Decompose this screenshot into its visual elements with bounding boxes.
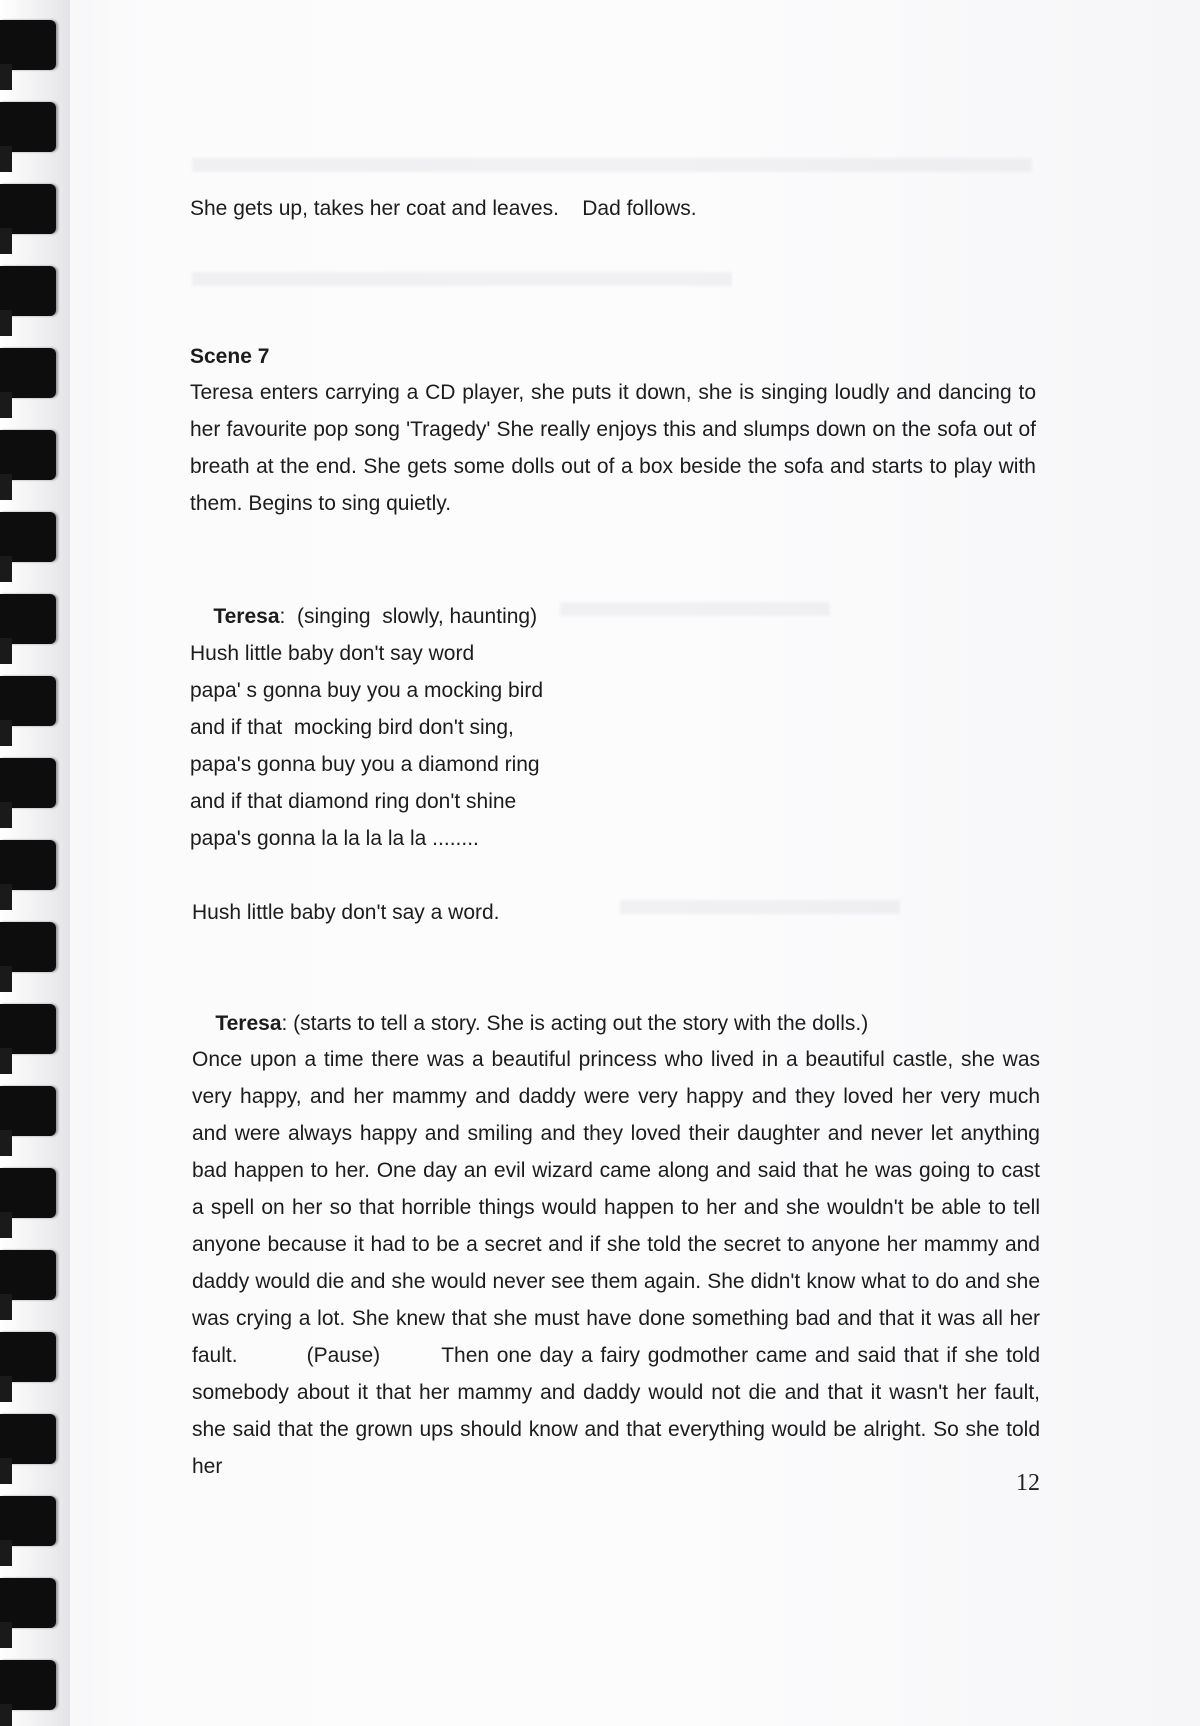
binding-ring xyxy=(0,840,56,890)
lyric-line: and if that mocking bird don't sing, xyxy=(190,716,514,739)
speaker-direction: : (singing slowly, haunting) xyxy=(279,605,538,628)
binding-ring xyxy=(0,430,56,480)
binding-ring xyxy=(0,102,56,152)
lyric-line: papa's gonna buy you a diamond ring xyxy=(190,753,540,776)
lyric-line: papa' s gonna buy you a mocking bird xyxy=(190,679,544,702)
binding-ring xyxy=(0,922,56,972)
binding-ring xyxy=(0,266,56,316)
spiral-binding xyxy=(0,0,70,1726)
binding-ring xyxy=(0,1086,56,1136)
speaker-name: Teresa xyxy=(213,605,280,628)
binding-ring xyxy=(0,758,56,808)
binding-ring xyxy=(0,512,56,562)
binding-ring xyxy=(0,1496,56,1546)
lyric-closing-line: Hush little baby don't say a word. xyxy=(192,901,500,924)
binding-ring xyxy=(0,1578,56,1628)
binding-ring xyxy=(0,1332,56,1382)
story-paragraph: Once upon a time there was a beautiful princess who lived in a beautiful castle, she was very happy, and her mammy and daddy were very happy and they loved her very much and were always happy and smiling and they loved their daughter and never let anything bad happen to her. One day an evil wizard came along and said that he was going to cast a spell on her so that horrible things would happen to her and she wouldn't be able to tell anyone because it had to be a secret and if she told the secret to anyone her mammy and daddy would die and she would never see them again. She didn't know what to do and she was crying a lot. She knew that she must have done something bad and that it was all her fault. (Pause) Then one day a fairy godmother came and said that if she told somebody about it that her mammy and daddy would not die and that it wasn't her fault, she said that the grown ups should know and that everything would be alright. So she told her xyxy=(192,1048,1046,1478)
speaker-name: Teresa xyxy=(215,1012,282,1035)
scene-heading: Scene 7 xyxy=(190,345,270,368)
binding-ring xyxy=(0,348,56,398)
binding-ring xyxy=(0,184,56,234)
speaker-direction: : (starts to tell a story. She is acting out the story with the dolls.) xyxy=(281,1012,869,1035)
binding-ring xyxy=(0,676,56,726)
show-through-line xyxy=(192,272,732,286)
binding-ring xyxy=(0,1414,56,1464)
binding-ring xyxy=(0,1168,56,1218)
lyric-line: papa's gonna la la la la la ........ xyxy=(190,827,479,850)
lyric-line: Hush little baby don't say word xyxy=(190,642,475,665)
lyric-line: and if that diamond ring don't shine xyxy=(190,790,517,813)
binding-ring xyxy=(0,1660,56,1710)
page-number: 12 xyxy=(1016,1470,1040,1496)
show-through-line xyxy=(192,158,1032,172)
binding-ring xyxy=(0,20,56,70)
stage-direction-leaves: She gets up, takes her coat and leaves. Dad follows. xyxy=(190,197,697,220)
lyrics-block xyxy=(190,635,890,857)
binding-ring xyxy=(0,1250,56,1300)
binding-ring xyxy=(0,1004,56,1054)
scene-stage-direction: Teresa enters carrying a CD player, she puts it down, she is singing loudly and dancing to her favourite pop song 'Tragedy' She really enjoys this and slumps down on the sofa out of breath at the end. She gets some dolls out of a box beside the sofa and starts to play with them. Begins to sing quietly. xyxy=(190,381,1036,515)
binding-ring xyxy=(0,594,56,644)
